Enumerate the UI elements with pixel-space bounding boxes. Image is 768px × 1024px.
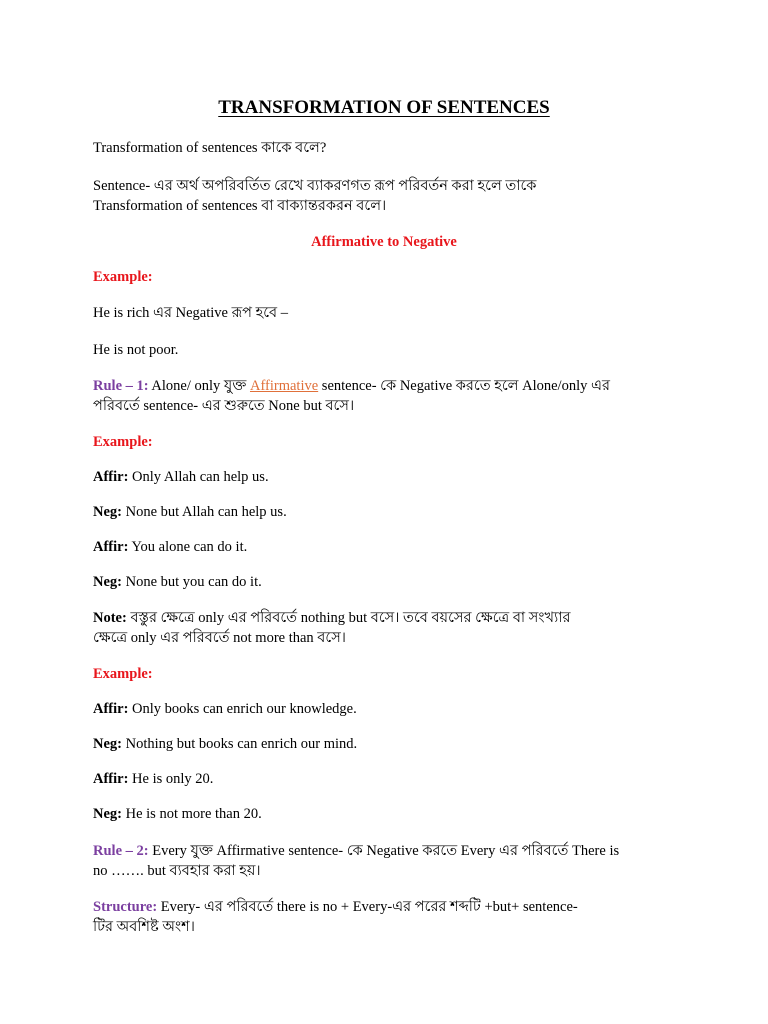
neg-line bbox=[93, 734, 678, 754]
rule-1-text: Alone/ only যুক্ত bbox=[148, 378, 250, 394]
rule-1-line-1 bbox=[93, 376, 678, 396]
affir-line bbox=[93, 537, 678, 557]
rule-1-text-after: sentence- কে Negative করতে হলে Alone/only এর bbox=[318, 378, 610, 394]
example-label: Example: bbox=[93, 269, 153, 285]
affir-text: Only Allah can help us. bbox=[128, 469, 269, 485]
neg-label: Neg: bbox=[93, 736, 122, 752]
neg-text: None but you can do it. bbox=[122, 574, 262, 590]
intro-example: He is rich এর Negative রূপ হবে – bbox=[93, 305, 289, 321]
rule-1-label: Rule – 1: bbox=[93, 378, 149, 394]
affir-text: He is only 20. bbox=[128, 771, 214, 787]
affir-label: Affir: bbox=[93, 469, 129, 485]
neg-line bbox=[93, 804, 678, 824]
neg-line bbox=[93, 572, 678, 592]
affir-label: Affir: bbox=[93, 771, 129, 787]
definition-line-2: Transformation of sentences বা বাক্যান্তরকরন বলে। bbox=[93, 198, 387, 214]
neg-text: None but Allah can help us. bbox=[122, 504, 287, 520]
rule-2-line-1 bbox=[93, 841, 678, 861]
affir-line bbox=[93, 769, 678, 789]
affir-line bbox=[93, 699, 678, 719]
intro-answer: He is not poor. bbox=[93, 342, 179, 358]
section-heading: Affirmative to Negative bbox=[311, 234, 457, 250]
note-label: Note: bbox=[93, 610, 127, 626]
question-line: Transformation of sentences কাকে বলে? bbox=[93, 140, 327, 156]
affir-text: You alone can do it. bbox=[128, 539, 248, 555]
neg-label: Neg: bbox=[93, 504, 122, 520]
definition-line-1: Sentence- এর অর্থ অপরিবর্তিত রেখে ব্যাকরণগত রূপ পরিবর্তন করা হলে তাকে bbox=[93, 178, 537, 194]
example-label: Example: bbox=[93, 666, 153, 682]
affir-label: Affir: bbox=[93, 701, 129, 717]
structure-line-2: টির অবশিষ্ট অংশ। bbox=[93, 919, 195, 935]
affir-label: Affir: bbox=[93, 539, 129, 555]
affir-line bbox=[93, 467, 678, 487]
neg-text: Nothing but books can enrich our mind. bbox=[122, 736, 358, 752]
note-text: বস্তুর ক্ষেত্রে only এর পরিবর্তে nothing but বসে। তবে বয়সের ক্ষেত্রে বা সংখ্যার bbox=[126, 610, 571, 626]
rule-1-line-2: পরিবর্তে sentence- এর শুরুতে None but বসে। bbox=[93, 398, 355, 414]
neg-text: He is not more than 20. bbox=[122, 806, 262, 822]
neg-label: Neg: bbox=[93, 574, 122, 590]
rule-2-label: Rule – 2: bbox=[93, 843, 149, 859]
structure-text: Every- এর পরিবর্তে there is no + Every-এর পরের শব্দটি +but+ sentence- bbox=[157, 899, 578, 915]
structure-line-1 bbox=[93, 897, 678, 917]
neg-label: Neg: bbox=[93, 806, 122, 822]
page-title: TRANSFORMATION OF SENTENCES bbox=[218, 97, 550, 118]
structure-label: Structure: bbox=[93, 899, 158, 915]
example-label: Example: bbox=[93, 434, 153, 450]
note-line-1 bbox=[93, 608, 678, 628]
affir-text: Only books can enrich our knowledge. bbox=[128, 701, 357, 717]
neg-line bbox=[93, 502, 678, 522]
rule-2-line-2: no ……. but ব্যবহার করা হয়। bbox=[93, 863, 261, 879]
rule-2-text: Every যুক্ত Affirmative sentence- কে Negative করতে Every এর পরিবর্তে There is bbox=[148, 843, 620, 859]
note-line-2: ক্ষেত্রে only এর পরিবর্তে not more than বসে। bbox=[93, 630, 346, 646]
affirmative-link[interactable]: Affirmative bbox=[249, 378, 319, 394]
